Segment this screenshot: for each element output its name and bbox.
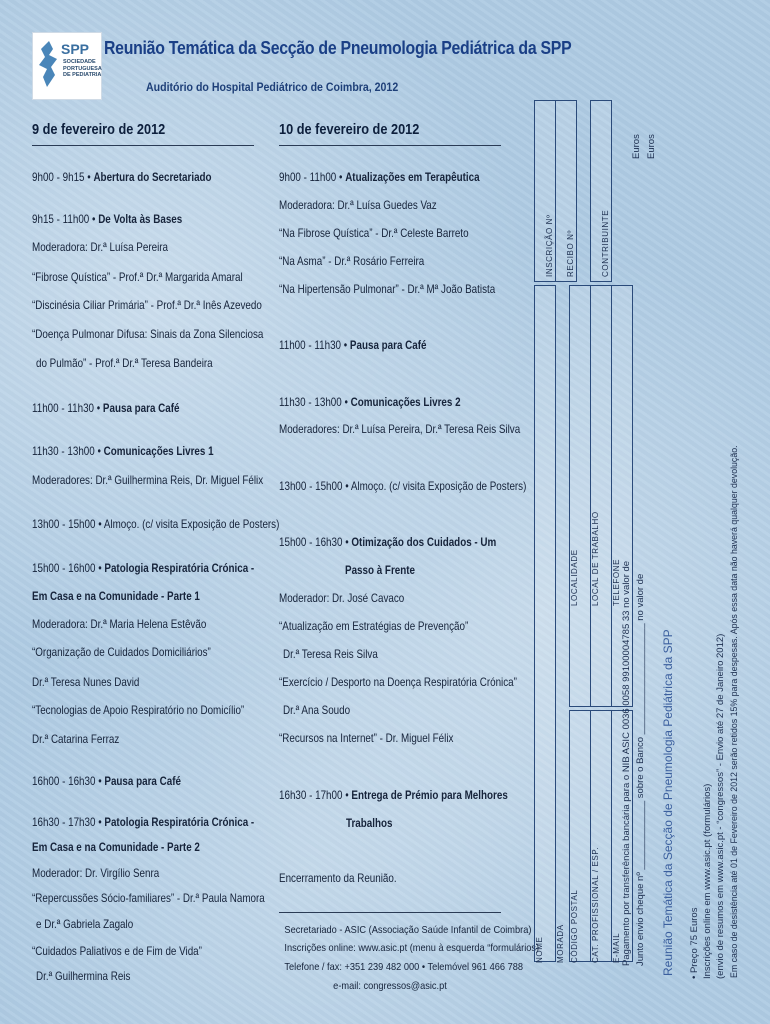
day1-divider: [32, 145, 254, 146]
day2-item: “Na Fibrose Quística” - Dr.ª Celeste Barreto: [279, 226, 469, 240]
day1-item: 9h00 - 9h15 • Abertura do Secretariado: [32, 170, 212, 184]
day2-item: “Na Asma” - Dr.ª Rosário Ferreira: [279, 254, 425, 268]
day2-item: Trabalhos: [346, 816, 393, 830]
footer-secretariat: Secretariado - ASIC (Associação Saúde Infantil de Coimbra): [284, 924, 532, 936]
day1-item: Moderadora: Dr.ª Luísa Pereira: [32, 240, 169, 254]
payment-cheque-text: Junto envio cheque nº _____________ sobre o Banco _____________________ no valor de: [635, 573, 646, 966]
day1-item: “Cuidados Paliativos e de Fim de Vida”: [32, 944, 202, 958]
price-text: • Preço 75 Euros: [689, 907, 700, 979]
payment-transfer-text: Pagamento por transferência bancária para o NIB ASIC 0036 0058 99100004785 33 no valor de: [621, 560, 632, 966]
day1-item: 13h00 - 15h00 • Almoço. (c/ visita Exposição de Posters): [32, 517, 280, 531]
codigo-postal-label: CÓDIGO POSTAL: [570, 889, 579, 963]
local-trabalho-field[interactable]: [590, 285, 612, 707]
nome-label: NOME: [535, 936, 544, 963]
localidade-field[interactable]: [569, 285, 591, 707]
online-note: Inscrições online em www.asic.pt (formulários): [702, 783, 713, 979]
day2-item: 11h30 - 13h00 • Comunicações Livres 2: [279, 395, 461, 409]
contribuinte-label: CONTRIBUINTE: [601, 209, 610, 277]
day2-item: 16h30 - 17h00 • Entrega de Prémio para Melhores: [279, 788, 508, 802]
local-trabalho-label: LOCAL DE TRABALHO: [591, 511, 600, 606]
day1-item: 16h00 - 16h30 • Pausa para Café: [32, 774, 181, 788]
spp-logo-mark-icon: [39, 41, 61, 87]
day1-item: do Pulmão” - Prof.ª Dr.ª Teresa Bandeira: [36, 356, 213, 370]
day1-item: “Organização de Cuidados Domiciliários”: [32, 645, 211, 659]
day1-item: 9h15 - 11h00 • De Volta às Bases: [32, 212, 183, 226]
day2-item: 9h00 - 11h00 • Atualizações em Terapêutica: [279, 170, 480, 184]
day2-item: “Na Hipertensão Pulmonar” - Dr.ª Mª João Batista: [279, 282, 496, 296]
day1-item: “Repercussões Sócio-familiares” - Dr.ª Paula Namora: [32, 891, 265, 905]
cancellation-note: Em caso de desistência até 01 de Fevereiro de 2012 serão retidos 15% para despesas. Após essa data não haverá qualquer devolução.: [729, 445, 739, 978]
day1-item: “Doença Pulmonar Difusa: Sinais da Zona Silenciosa: [32, 327, 264, 341]
day1-item: Dr.ª Teresa Nunes David: [32, 675, 140, 689]
day1-item: “Discinésia Ciliar Primária” - Prof.ª Dr.ª Inês Azevedo: [32, 298, 262, 312]
day2-item: Encerramento da Reunião.: [279, 871, 397, 885]
day2-heading: 10 de fevereiro de 2012: [279, 121, 420, 138]
day1-item: 11h00 - 11h30 • Pausa para Café: [32, 401, 180, 415]
day2-item: Moderador: Dr. José Cavaco: [279, 591, 405, 605]
day1-item: Em Casa e na Comunidade - Parte 1: [32, 589, 200, 603]
day1-item: “Fibrose Quística” - Prof.ª Dr.ª Margarida Amaral: [32, 270, 243, 284]
euros-label-2: Euros: [646, 134, 657, 159]
telefone-label: TELEFONE: [612, 558, 621, 606]
day2-item: “Exercício / Desporto na Doença Respiratória Crónica”: [279, 675, 517, 689]
day1-item: Moderadora: Dr.ª Maria Helena Estêvão: [32, 617, 207, 631]
day1-item: e Dr.ª Gabriela Zagalo: [36, 917, 134, 931]
page-subtitle: Auditório do Hospital Pediátrico de Coimbra, 2012: [146, 82, 399, 94]
email-label: E-MAIL: [612, 932, 621, 963]
euros-label-1: Euros: [631, 134, 642, 159]
morada-label: MORADA: [556, 924, 565, 963]
day1-item: 15h00 - 16h00 • Patologia Respiratória Crónica -: [32, 561, 255, 575]
footer-email[interactable]: e-mail: congressos@asic.pt: [333, 980, 447, 992]
registration-form: [510, 100, 770, 1000]
day2-item: “Recursos na Internet” - Dr. Miguel Félix: [279, 731, 454, 745]
recibo-label: RECIBO Nº: [566, 230, 575, 277]
nome-field[interactable]: [534, 285, 556, 962]
footer-divider: [279, 912, 501, 913]
day2-item: Dr.ª Teresa Reis Silva: [283, 647, 378, 661]
footer-online: Inscrições online: www.asic.pt (menu à esquerda “formulários): [284, 942, 540, 954]
logo-subtext: SOCIEDADE PORTUGUESA DE PEDIATRIA: [63, 59, 102, 78]
day1-heading: 9 de fevereiro de 2012: [32, 121, 166, 138]
day2-item: 11h00 - 11h30 • Pausa para Café: [279, 338, 427, 352]
day1-item: Dr.ª Guilhermina Reis: [36, 969, 131, 983]
day1-item: Moderadores: Dr.ª Guilhermina Reis, Dr. Miguel Félix: [32, 473, 264, 487]
day2-divider: [279, 145, 501, 146]
day2-item: Passo à Frente: [345, 563, 416, 577]
day2-item: Moderadores: Dr.ª Luísa Pereira, Dr.ª Teresa Reis Silva: [279, 422, 521, 436]
inscricao-label: INSCRIÇÃO Nº: [545, 214, 554, 277]
day2-item: 13h00 - 15h00 • Almoço. (c/ visita Exposição de Posters): [279, 479, 527, 493]
abstract-note: (envio de resumos em www.asic.pt - “congressos” - Envio até 27 de Janeiro 2012): [715, 633, 726, 979]
localidade-label: LOCALIDADE: [570, 549, 579, 606]
day1-item: 11h30 - 13h00 • Comunicações Livres 1: [32, 444, 214, 458]
day2-item: “Atualização em Estratégias de Prevenção”: [279, 619, 469, 633]
day2-item: Moderadora: Dr.ª Luísa Guedes Vaz: [279, 198, 437, 212]
page-title: Reunião Temática da Secção de Pneumologia Pediátrica da SPP: [104, 38, 572, 58]
day1-item: Dr.ª Catarina Ferraz: [32, 732, 120, 746]
day2-item: 15h00 - 16h30 • Otimização dos Cuidados - Um: [279, 535, 497, 549]
footer-phone: Telefone / fax: +351 239 482 000 • Telemóvel 961 466 788: [284, 961, 524, 973]
day1-item: “Tecnologias de Apoio Respiratório no Domicílio”: [32, 703, 245, 717]
spp-logo: [32, 32, 102, 100]
logo-text: SPP: [61, 41, 90, 57]
day1-item: 16h30 - 17h30 • Patologia Respiratória Crónica -: [32, 815, 255, 829]
day1-item: Moderador: Dr. Virgílio Senra: [32, 866, 160, 880]
day2-item: Dr.ª Ana Soudo: [283, 703, 351, 717]
form-title: Reunião Temática da Secção de Pneumologia Pediátrica da SPP: [661, 629, 675, 976]
cat-profissional-label: CAT. PROFISSIONAL / ESP.: [591, 846, 600, 963]
day1-item: Em Casa e na Comunidade - Parte 2: [32, 840, 200, 854]
